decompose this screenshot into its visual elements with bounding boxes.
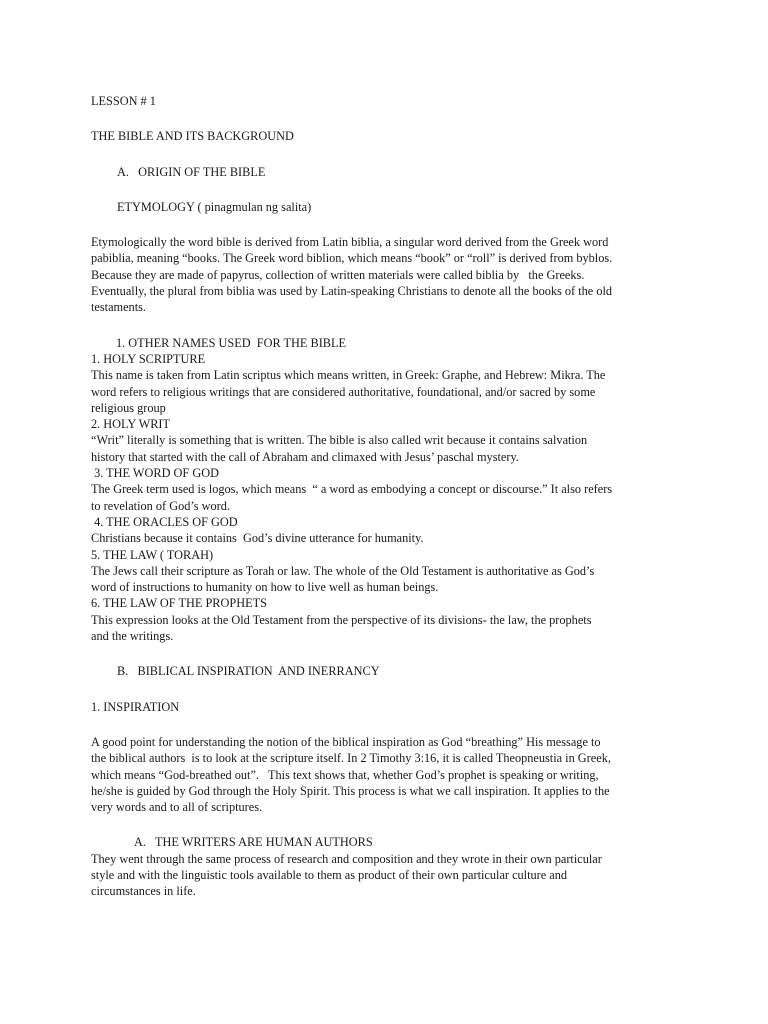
item-text-line: This expression looks at the Old Testament from the perspective of its divisions- the law, the prophets xyxy=(91,612,592,627)
item-text-line: to revelation of God’s word. xyxy=(91,498,230,513)
item-text-line: history that started with the call of Abraham and climaxed with Jesus’ paschal mystery. xyxy=(91,449,519,464)
item-title-holy-writ: 2. HOLY WRIT xyxy=(91,417,171,432)
writers-heading: A. THE WRITERS ARE HUMAN AUTHORS xyxy=(134,835,373,850)
item-text-line: word of instructions to humanity on how to live well as human beings. xyxy=(91,580,439,595)
item-text-line: The Greek term used is logos, which means “ a word as embodying a concept or discourse.” It also refers xyxy=(91,482,613,497)
item-title-oracles-of-god: 4. THE ORACLES OF GOD xyxy=(91,514,238,529)
item-title-law-of-prophets: 6. THE LAW OF THE PROPHETS xyxy=(91,596,267,611)
item-text-line: and the writings. xyxy=(91,629,174,644)
etymology-heading: ETYMOLOGY ( pinagmulan ng salita) xyxy=(117,199,312,214)
writers-paragraph xyxy=(91,851,677,900)
item-text-line: The Jews call their scripture as Torah or law. The whole of the Old Testament is authoritative as God’s xyxy=(91,563,595,578)
section-b-heading: B. BIBLICAL INSPIRATION AND INERRANCY xyxy=(117,664,380,679)
lesson-label: LESSON # 1 xyxy=(91,94,156,108)
inspiration-paragraph xyxy=(91,734,677,815)
item-text-line: “Writ” literally is something that is written. The bible is also called writ because it contains salvation xyxy=(91,433,588,448)
item-title-law-torah: 5. THE LAW ( TORAH) xyxy=(91,547,214,562)
paragraph-line: Etymologically the word bible is derived from Latin biblia, a singular word derived from the Greek word xyxy=(91,235,609,250)
paragraph-line: pabiblia, meaning “books. The Greek word biblion, which means “book” or “roll” is derived from byblos. xyxy=(91,251,613,266)
document-title: THE BIBLE AND ITS BACKGROUND xyxy=(91,129,294,144)
paragraph-line: Eventually, the plural from biblia was used by Latin-speaking Christians to denote all the books of the old xyxy=(91,284,613,299)
paragraph-line: Because they are made of papyrus, collection of written materials were called biblia by the Greeks. xyxy=(91,267,585,282)
etymology-paragraph xyxy=(91,234,677,315)
paragraph-line: he/she is guided by God through the Holy Spirit. This process is what we call inspiration. It applies to the xyxy=(91,783,610,798)
paragraph-line: very words and to all of scriptures. xyxy=(91,800,263,815)
paragraph-line: testaments. xyxy=(91,300,146,315)
paragraph-line: They went through the same process of research and composition and they wrote in their own particular xyxy=(91,851,602,866)
other-names-heading: 1. OTHER NAMES USED FOR THE BIBLE xyxy=(116,335,347,350)
item-text-line: This name is taken from Latin scriptus which means written, in Greek: Graphe, and Hebrew: Mikra. The xyxy=(91,368,606,383)
item-title-holy-scripture: 1. HOLY SCRIPTURE xyxy=(91,351,206,366)
paragraph-line: which means “God-breathed out”. This text shows that, whether God’s prophet is speaking or writing, xyxy=(91,767,599,782)
paragraph-line: style and with the linguistic tools available to them as product of their own particular culture and xyxy=(91,867,568,882)
paragraph-line: A good point for understanding the notion of the biblical inspiration as God “breathing” His message to xyxy=(91,734,601,749)
paragraph-line: the biblical authors is to look at the scripture itself. In 2 Timothy 3:16, it is called Theopneustia in Greek, xyxy=(91,751,611,766)
inspiration-heading: 1. INSPIRATION xyxy=(91,699,180,714)
item-text-line: religious group xyxy=(91,400,166,415)
other-names-list xyxy=(91,351,677,644)
item-text-line: Christians because it contains God’s divine utterance for humanity. xyxy=(91,531,424,546)
paragraph-line: circumstances in life. xyxy=(91,884,196,899)
item-title-word-of-god: 3. THE WORD OF GOD xyxy=(91,466,219,481)
item-text-line: word refers to religious writings that are considered authoritative, foundational, and/or sacred by some xyxy=(91,384,596,399)
section-a-heading: A. ORIGIN OF THE BIBLE xyxy=(117,164,266,179)
